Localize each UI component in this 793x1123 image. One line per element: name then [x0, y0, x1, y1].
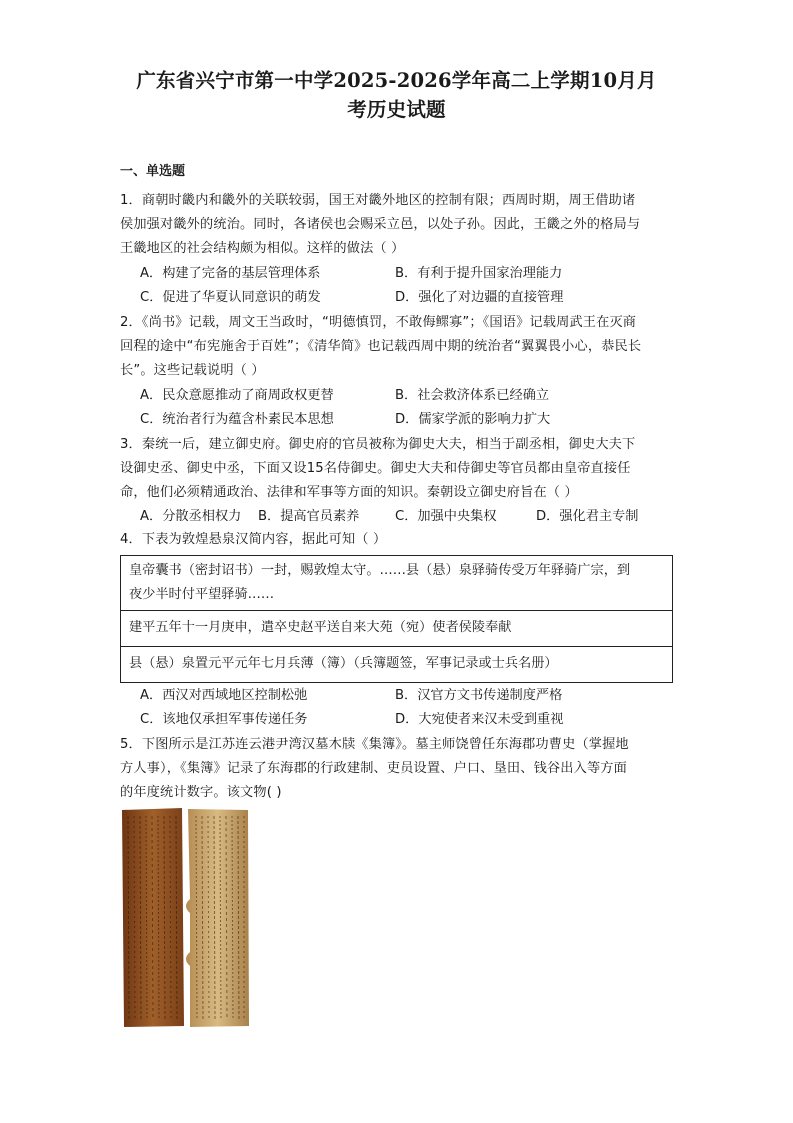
cell-line: 县（悬）泉置元平元年七月兵薄（簿）（兵簿题签，军事记录或士兵名册）	[129, 656, 558, 671]
q2-line: 长”。这些记载说明（ ）	[120, 363, 265, 378]
question-4-stem	[120, 528, 680, 552]
q3-option-a[interactable]: A．分散丞相权力	[140, 509, 242, 524]
question-5-stem	[120, 733, 680, 805]
q4-line: 4．下表为敦煌悬泉汉简内容，据此可知（ ）	[120, 532, 387, 547]
q2-line: 回程的途中“布宪施舍于百姓”；《清华简》也记载西周中期的统治者“翼翼畏小心，恭民长	[120, 339, 642, 354]
table-cell	[121, 611, 673, 647]
question-3-stem	[120, 433, 680, 505]
q1-line: 王畿地区的社会结构颇为相似。这样的做法（ ）	[120, 241, 405, 256]
title-line-2: 考历史试题	[347, 98, 446, 121]
q3-option-b[interactable]: B．提高官员素养	[258, 509, 360, 524]
left-wooden-slip	[122, 808, 184, 1027]
table-cell	[121, 647, 673, 683]
question-2-stem	[120, 311, 680, 383]
q4-source-table	[120, 555, 673, 683]
title-line-1: 广东省兴宁市第一中学2025-2026学年高二上学期10月月	[136, 69, 657, 92]
q3-option-d[interactable]: D．强化君主专制	[536, 509, 639, 524]
cell-line: 建平五年十一月庚申，遣卒史赵平送自来大苑（宛）使者侯陵奉献	[129, 620, 512, 635]
q3-line: 命，他们必须精通政治、法律和军事等方面的知识。秦朝设立御史府旨在（ ）	[120, 485, 578, 500]
q5-line: 5．下图所示是江苏连云港尹湾汉墓木牍《集簿》。墓主师饶曾任东海郡功曹史（掌握地	[120, 737, 629, 752]
q3-line: 3．秦统一后，建立御史府。御史府的官员被称为御史大夫，相当于副丞相，御史大夫下	[120, 437, 636, 452]
q1-option-b[interactable]: B．有利于提升国家治理能力	[395, 266, 563, 281]
q1-option-a[interactable]: A．构建了完备的基层管理体系	[140, 266, 321, 281]
q2-line: 2．《尚书》记载，周文王当政时，“明德慎罚，不敢侮鳏寡”；《国语》记载周武王在灭商	[120, 315, 637, 330]
table-row	[121, 556, 673, 611]
table-cell	[121, 556, 673, 611]
q2-option-d[interactable]: D．儒家学派的影响力扩大	[395, 412, 551, 427]
q1-option-c[interactable]: C．促进了华夏认同意识的萌发	[140, 290, 321, 305]
right-wooden-slip	[186, 809, 249, 1027]
cell-line: 皇帝囊书（密封诏书）一封，赐敦煌太守。……县（悬）泉驿骑传受万年驿骑广宗，到	[129, 563, 631, 578]
q4-option-c[interactable]: C．该地仅承担军事传递任务	[140, 712, 308, 727]
q5-line: 的年度统计数字。该文物( )	[120, 785, 282, 800]
page-title	[100, 66, 693, 124]
table-row	[121, 647, 673, 683]
q2-option-c[interactable]: C．统治者行为蕴含朴素民本思想	[140, 412, 334, 427]
q5-line: 方人事），《集簿》记录了东海郡的行政建制、吏员设置、户口、垦田、钱谷出入等方面	[120, 761, 627, 776]
table-row	[121, 611, 673, 647]
q1-line: 1．商朝时畿内和畿外的关联较弱，国王对畿外地区的控制有限；西周时期，周王借助诸	[120, 193, 636, 208]
cell-line: 夜少半时付平望驿骑……	[129, 587, 275, 602]
q4-option-a[interactable]: A．西汉对西域地区控制松弛	[140, 688, 308, 703]
section-heading: 一、单选题	[120, 164, 186, 179]
q2-option-a[interactable]: A．民众意愿推动了商周政权更替	[140, 388, 334, 403]
q3-line: 设御史丞、御史中丞，下面又设15名侍御史。御史大夫和侍御史等官员都由皇帝直接任	[120, 461, 631, 476]
q4-option-d[interactable]: D．大宛使者来汉未受到重视	[395, 712, 564, 727]
q1-line: 侯加强对畿外的统治。同时，各诸侯也会赐采立邑，以处子孙。因此，王畿之外的格局与	[120, 217, 641, 232]
q3-option-c[interactable]: C．加强中央集权	[395, 509, 497, 524]
question-1-stem	[120, 189, 680, 261]
wooden-slip-photo	[120, 806, 252, 1028]
q2-option-b[interactable]: B．社会救济体系已经确立	[395, 388, 550, 403]
q4-option-b[interactable]: B．汉官方文书传递制度严格	[395, 688, 563, 703]
q1-option-d[interactable]: D．强化了对边疆的直接管理	[395, 290, 564, 305]
